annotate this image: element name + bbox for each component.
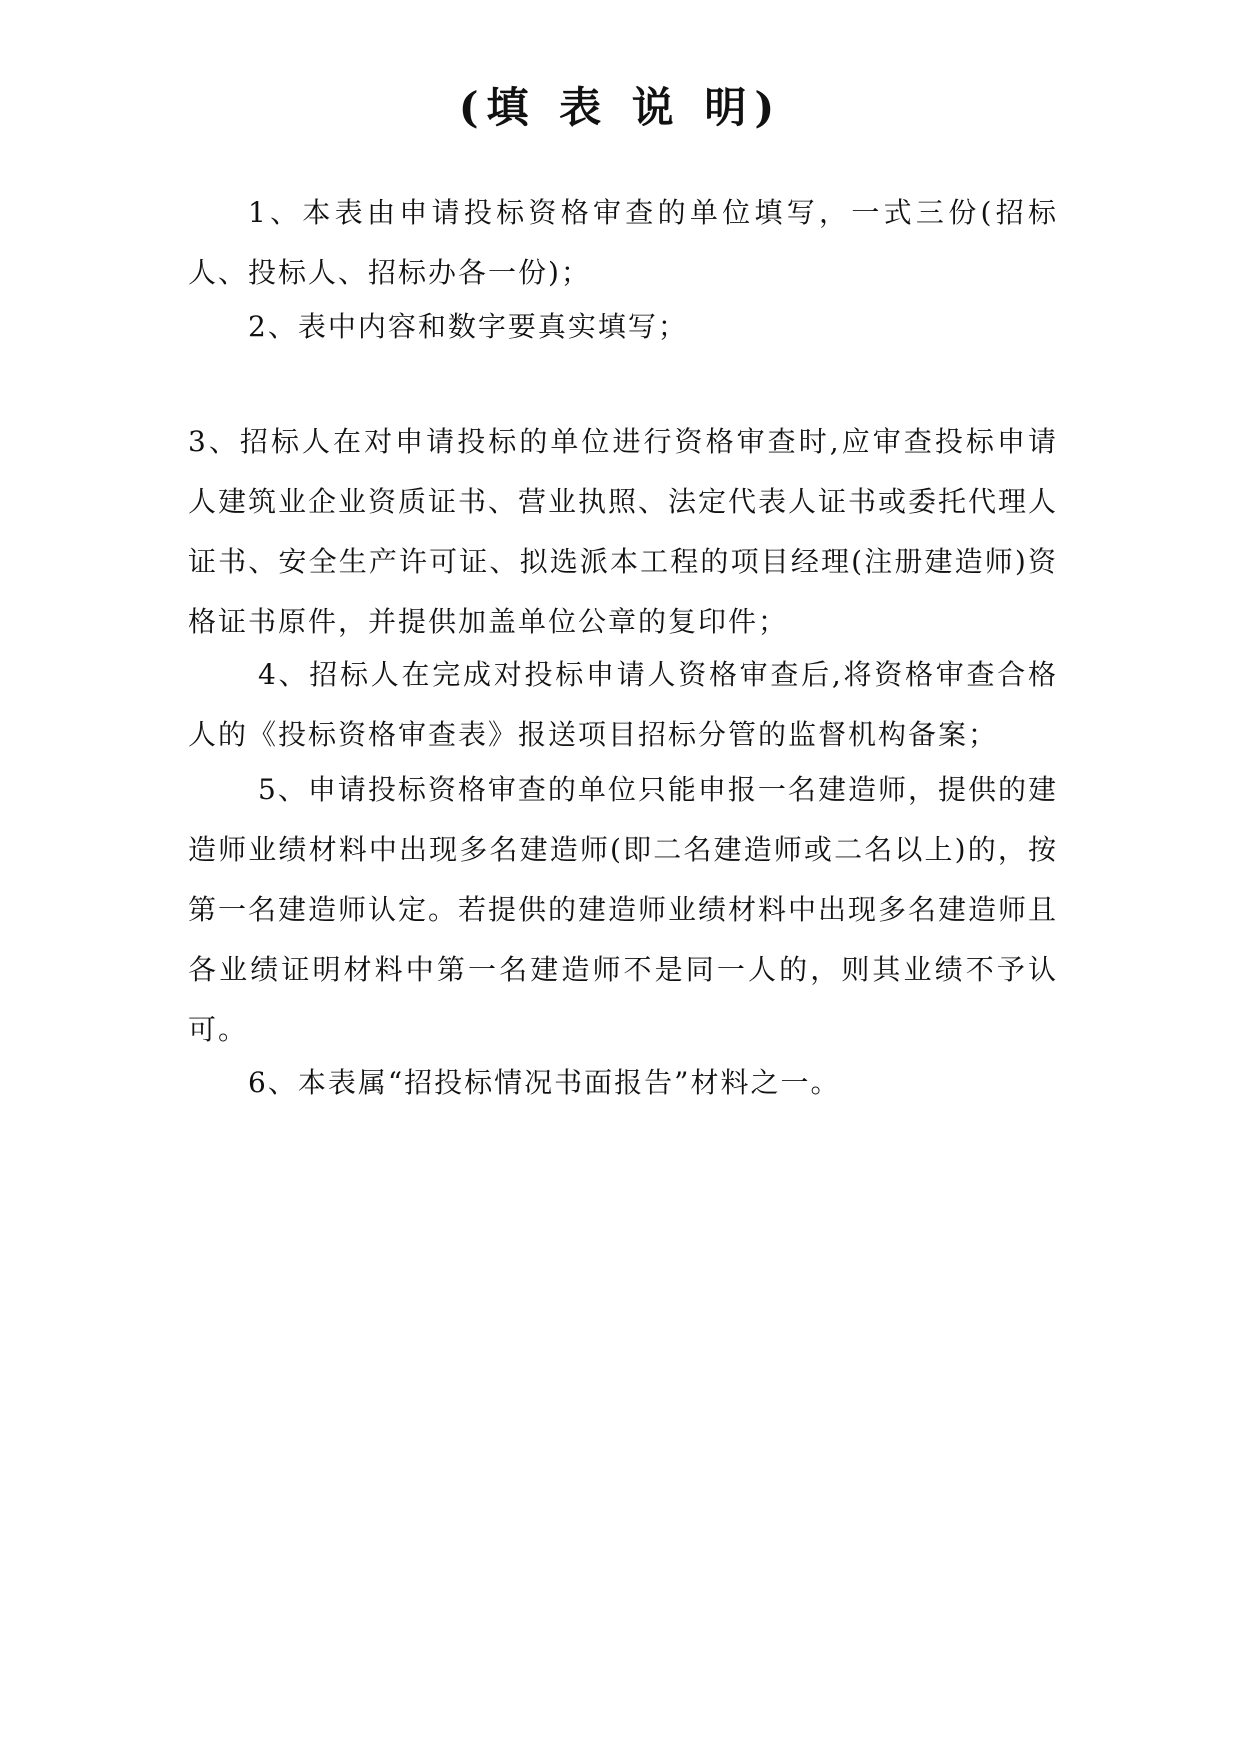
page-title: (填 表 说 明)	[458, 83, 783, 132]
instruction-item-1: 1、本表由申请投标资格审查的单位填写，一式三份(招标人、投标人、招标办各一份)；	[188, 196, 1058, 289]
instruction-item-3: 3、招标人在对申请投标的单位进行资格审查时,应审查投标申请人建筑业企业资质证书、营业执照、法定代表人证书或委托代理人证书、安全生产许可证、拟选派本工程的项目经理(注册建造师)资格证书原件，并提供加盖单位公章的复印件；	[188, 425, 1059, 638]
instruction-item-2: 2、表中内容和数字要真实填写；	[248, 310, 688, 343]
instruction-item-5: 5、申请投标资格审查的单位只能申报一名建造师，提供的建造师业绩材料中出现多名建造师(即二名建造师或二名以上)的，按第一名建造师认定。若提供的建造师业绩材料中出现多名建造师且各业绩证明材料中第一名建造师不是同一人的，则其业绩不予认可。	[188, 773, 1059, 1046]
instruction-item-6: 6、本表属“招投标情况书面报告”材料之一。	[248, 1066, 841, 1099]
instruction-item-4: 4、招标人在完成对投标申请人资格审查后,将资格审查合格人的《投标资格审查表》报送项目招标分管的监督机构备案；	[188, 658, 1058, 751]
